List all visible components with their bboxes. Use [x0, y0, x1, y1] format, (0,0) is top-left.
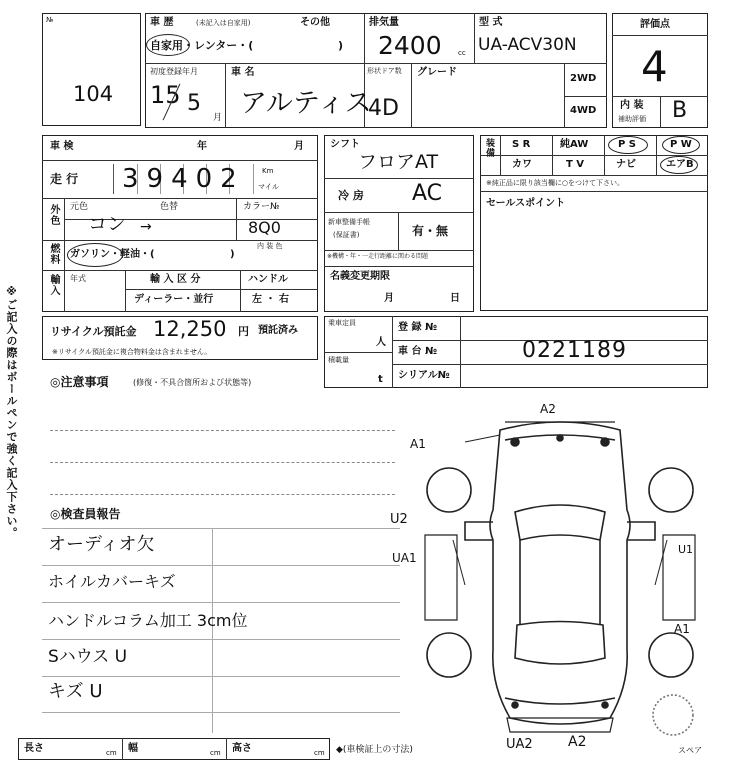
mark-rear-2: A2: [568, 734, 587, 750]
dim-height-unit: cm: [314, 749, 325, 757]
import-handle-label: ハンドル: [248, 274, 288, 285]
import-category: ディーラー・並行: [134, 294, 214, 305]
recycle-note: ※リサイクル預託金に複合物料金は含まれません。: [52, 348, 212, 356]
inspection-month: 月: [294, 141, 304, 152]
color-original-label: 元色: [70, 202, 89, 212]
interior-value: B: [672, 98, 688, 123]
car-diagram: [405, 400, 715, 740]
shift-value: フロアAT: [358, 151, 439, 173]
registration-month: 5: [187, 91, 201, 116]
mark-spare: スペア: [678, 746, 702, 755]
lot-label: №: [46, 16, 54, 24]
inspector-label: ◎検査員報告: [50, 507, 121, 521]
load-unit: t: [378, 374, 383, 385]
chassis-label: 車 台 №: [398, 346, 437, 357]
vehicle-use-note: (未記入は自家用): [196, 19, 251, 27]
load-label: 積載量: [328, 356, 349, 364]
color-code: 8Q0: [248, 218, 281, 237]
color-side-label: 外色: [48, 204, 59, 226]
color-trim-label: 内 装 色: [257, 242, 283, 250]
equipment-ps-circle: [608, 136, 648, 154]
mileage-unit-mile: マイル: [258, 183, 279, 191]
import-handle: 左 ・ 右: [252, 294, 289, 305]
recycle-unit: 円: [238, 325, 249, 338]
notes-sub: (修復・不具合箇所および状態等): [133, 378, 252, 387]
registration-label: 初度登録年月: [150, 67, 198, 76]
fuel-close: ): [230, 249, 235, 260]
dim-length-label: 長さ: [24, 743, 44, 754]
grade-label: グレード: [417, 67, 457, 78]
equipment-leather: カワ: [512, 159, 532, 170]
shift-label: シフト: [330, 139, 360, 150]
fuel-circle: [67, 243, 123, 267]
color-original: コン: [88, 213, 127, 235]
inspector-line-1: オーディオ欠: [48, 534, 155, 555]
grade-score-label: 評価点: [640, 19, 670, 30]
lot-number-box: [42, 13, 141, 126]
dim-width-label: 幅: [128, 743, 138, 754]
equipment-note: ※純正品に限り該当欄に○をつけて下さい。: [486, 179, 624, 187]
registration-month-unit: 月: [213, 113, 223, 123]
recycle-label: リサイクル預託金: [50, 325, 137, 338]
name-change-day: 日: [450, 293, 460, 304]
mark-left-door: UA1: [392, 551, 417, 565]
import-side-label: 輸入: [48, 274, 59, 296]
model-type-value: UA-ACV30N: [478, 35, 577, 55]
inspector-line-2: ホイルカバーキズ: [48, 572, 176, 591]
reg-no-label: 登 録 №: [398, 322, 437, 333]
grade-score-value: 4: [641, 42, 668, 91]
mark-right-door: U1: [678, 543, 694, 556]
ac-value: AC: [412, 181, 443, 206]
mileage-label: 走 行: [50, 172, 79, 186]
color-current-label: 色替: [160, 202, 179, 212]
inspector-line-5: キズ U: [48, 681, 103, 702]
dim-width-unit: cm: [210, 749, 221, 757]
car-name-label: 車 名: [231, 67, 255, 78]
equipment-tv: T V: [566, 159, 585, 170]
inspector-line-4: Sハウス U: [48, 647, 128, 667]
inspector-line-3: ハンドルコラム加工 3cm位: [48, 611, 248, 630]
dim-note: ◆(車検証上の寸法): [336, 745, 413, 755]
vehicle-use-circle: [146, 34, 190, 56]
mark-left-door-top: U2: [390, 512, 408, 527]
equipment-pw-circle: [662, 136, 700, 154]
equipment-airbag: エアB: [666, 159, 694, 170]
interior-label: 内 装: [620, 100, 644, 111]
mark-right-rear: A1: [674, 622, 690, 636]
name-change-month: 月: [384, 293, 394, 304]
equipment-pw: P W: [670, 139, 692, 150]
name-change-label: 名義変更期限: [330, 271, 390, 282]
ac-label: 冷 房: [338, 189, 364, 202]
sales-point-label: セールスポイント: [486, 198, 566, 209]
mark-rear: UA2: [506, 737, 533, 752]
equipment-sr: S R: [512, 139, 531, 150]
mark-front: A2: [540, 402, 556, 416]
color-arrow: →: [140, 219, 152, 235]
car-name-value: アルティス: [240, 88, 372, 119]
equipment-airbag-circle: [660, 156, 698, 174]
drive-2wd: 2WD: [570, 73, 597, 84]
inspection-year: 年: [197, 141, 207, 152]
car-name-doors: 4D: [368, 96, 399, 121]
side-note: ※ご記入の際はボールペンで強く記入下さい。: [5, 285, 18, 539]
displacement-value: 2400: [378, 31, 442, 60]
dim-length-unit: cm: [106, 749, 117, 757]
fuel-options: ガソリン・軽油・(: [70, 249, 155, 260]
capacity-label: 乗車定員: [328, 319, 356, 327]
interior-sub: 補助評価: [618, 115, 646, 123]
manual-value: 有・無: [412, 224, 449, 238]
vehicle-use-other: その他: [300, 17, 330, 28]
mileage-unit-km: Km: [262, 167, 274, 175]
equipment-aw: 純AW: [560, 139, 589, 150]
recycle-status: 預託済み: [258, 325, 298, 336]
body-doors-label: 形状ドア数: [367, 67, 402, 75]
model-type-label: 型 式: [479, 17, 503, 28]
dim-height-label: 高さ: [232, 743, 252, 754]
mark-front-left: A1: [410, 437, 426, 451]
notes-label: ◎注意事項: [50, 375, 109, 389]
vehicle-use-options: 自家用・レンター・(: [150, 39, 254, 52]
fuel-side-label: 燃料: [48, 243, 59, 265]
displacement-label: 排気量: [369, 17, 399, 28]
equipment-side-label: 装備: [484, 138, 494, 158]
mileage-value: 39402: [122, 164, 245, 194]
manual-note: ※機構・年・一走行距離に関わる問題: [327, 253, 429, 260]
displacement-unit: cc: [458, 49, 466, 57]
capacity-unit: 人: [376, 337, 386, 348]
recycle-value: 12,250: [153, 317, 227, 341]
serial-label: シリアル№: [398, 370, 450, 381]
vehicle-use-label: 車 歴: [150, 17, 174, 28]
vehicle-use-close: ): [338, 39, 344, 52]
chassis-value: 0221189: [522, 338, 627, 363]
color-code-label: カラー№: [243, 202, 280, 212]
registration-year: 15: [150, 81, 181, 109]
drive-4wd: 4WD: [570, 105, 597, 116]
import-category-label: 輸 入 区 分: [150, 274, 201, 285]
manual-sub: (保証書): [333, 231, 360, 239]
equipment-ps: P S: [618, 139, 637, 150]
manual-label: 新車整備手帳: [328, 218, 370, 226]
lot-number: 104: [73, 82, 114, 106]
import-year-label: 年式: [70, 274, 86, 283]
dimensions-box: [18, 738, 330, 760]
equipment-navi: ナビ: [616, 159, 636, 170]
inspection-label: 車 検: [50, 141, 74, 152]
